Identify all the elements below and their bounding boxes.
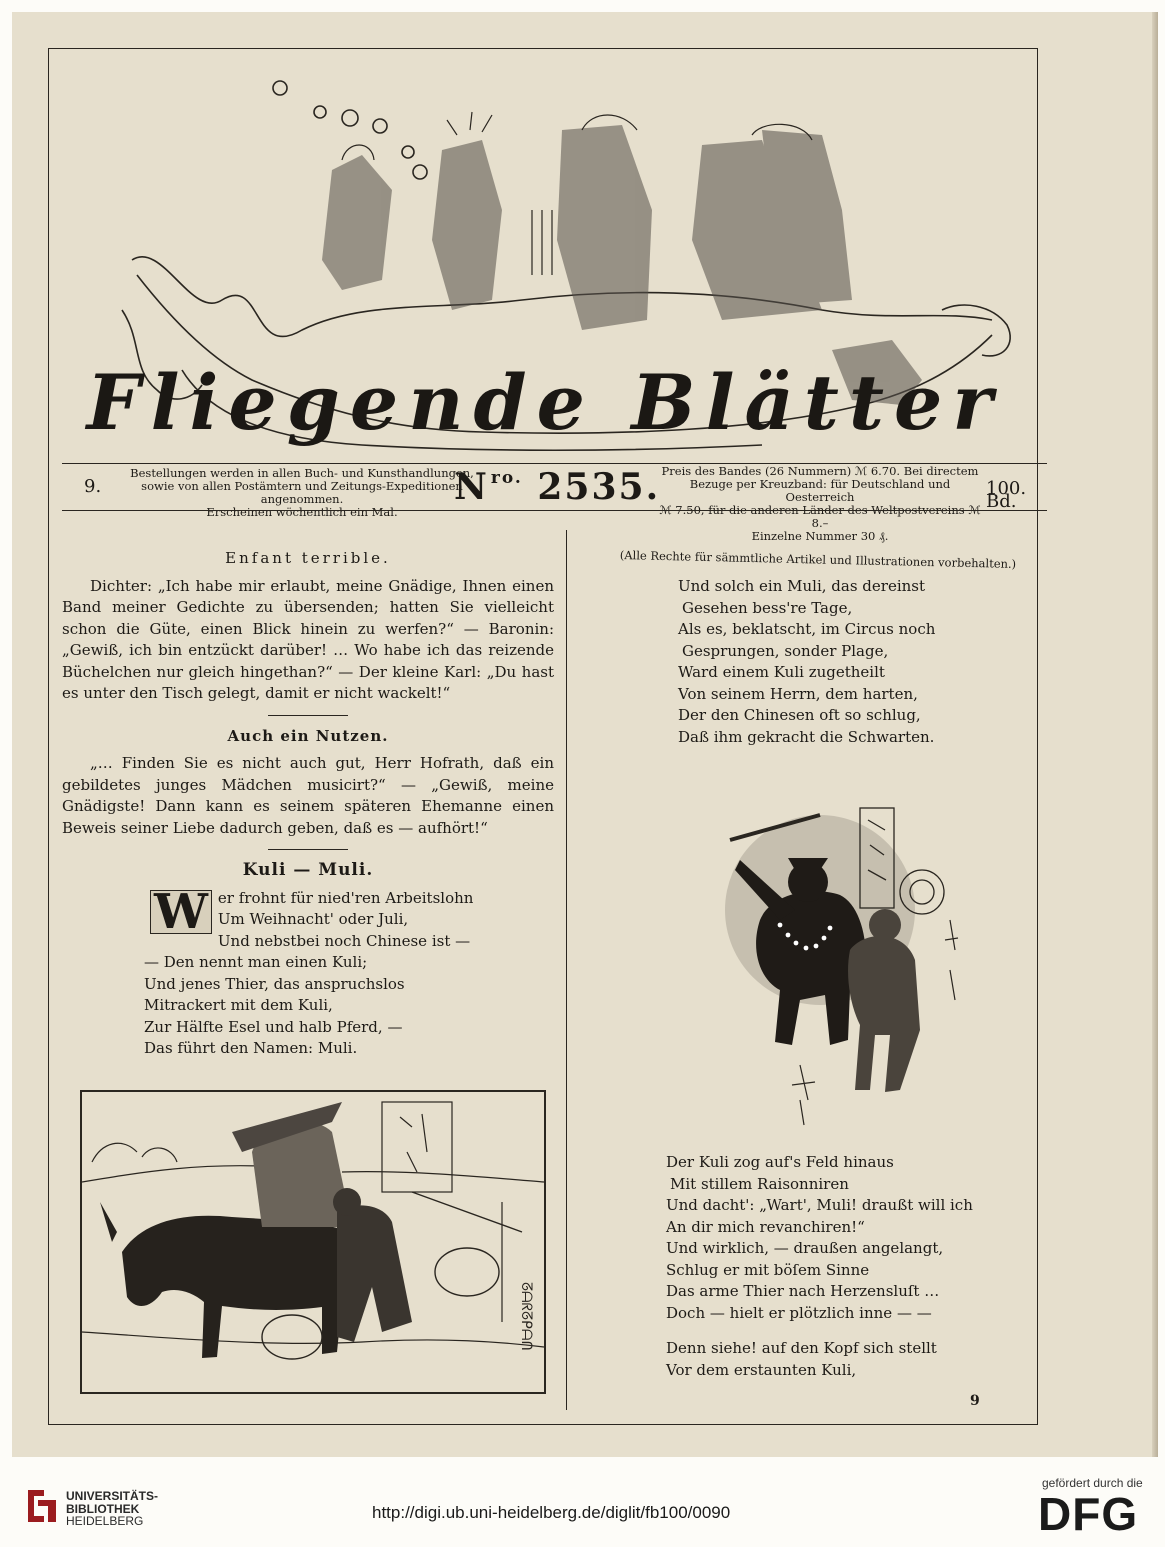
kuli-stanza-2 — [590, 576, 1060, 748]
poem-line: Gesprungen, sonder Plage, — [682, 641, 889, 660]
mule-illustration — [80, 1090, 546, 1394]
order-text: Bestellungen werden in allen Buch- und Kunsthandlungen, sowie von allen Postämtern und Zeitungs-Expeditionen angenommen. — [130, 466, 474, 506]
poem-line: Das arme Thier nach Herzensluſt … — [666, 1282, 940, 1300]
kuli-title: Kuli — Muli. — [242, 860, 374, 880]
enfant-title: Enfant terrible. — [225, 549, 391, 567]
issue-header — [62, 462, 1062, 543]
poem-line: Von seinem Herrn, dem harten, — [678, 684, 918, 703]
university-library-name — [66, 1490, 158, 1528]
column-divider — [566, 530, 567, 1410]
poem-line: Schlug er mit böſem Sinne — [666, 1260, 870, 1279]
poem-line: Mitrackert mit dem Kuli, — [144, 996, 333, 1014]
section-rule — [268, 849, 348, 850]
dfg-logo: DFG — [1038, 1488, 1139, 1540]
svg-text:ᘔᗩᖇᘔᑭᗩᑎ: ᘔᗩᖇᘔᑭᗩᑎ — [518, 1282, 534, 1351]
issue-number: 9. — [84, 476, 102, 497]
nutzen-title: Auch ein Nutzen. — [227, 726, 389, 745]
poem-line: Ward einem Kuli zugetheilt — [678, 663, 885, 681]
price-line-3: ℳ 7.50, für die anderen Länder des Weltpostvereins ℳ 8.– — [659, 503, 981, 530]
right-column-lower — [590, 1152, 1060, 1381]
kuli-stanza-3 — [590, 1152, 1060, 1324]
poem-line: Und solch ein Muli, das dereinst — [678, 577, 926, 595]
frequency-text: Erscheinen wöchentlich ein Mal. — [206, 505, 398, 519]
poem-line: Und wirklich, — draußen angelangt, — [666, 1239, 944, 1257]
poem-line: Denn siehe! auf den Kopf sich stellt — [666, 1339, 937, 1357]
poem-line: Doch — hielt er plötzlich inne — — — [666, 1303, 932, 1322]
page-spine-shadow — [1152, 12, 1158, 1457]
poem-line: An dir mich revanchiren!“ — [666, 1217, 865, 1236]
library-line-2: BIBLIOTHEK — [66, 1501, 140, 1516]
header-rule-bottom — [62, 510, 1047, 511]
mandarin-drawing — [700, 800, 970, 1130]
left-column — [62, 548, 554, 1060]
right-column — [590, 548, 1060, 748]
section-rule — [268, 715, 348, 716]
poem-line: — Den nennt man einen Kuli; — [144, 953, 368, 971]
poem-line: Um Weihnacht' oder Juli, — [217, 910, 409, 928]
library-line-1: UNIVERSITÄTS- — [66, 1489, 159, 1503]
poem-line: Zur Hälfte Esel und halb Pferd, — — [144, 1017, 403, 1036]
masthead — [62, 60, 1027, 465]
page-number: 9 — [970, 1393, 980, 1409]
kuli-stanza-4 — [590, 1338, 1060, 1381]
price-line-2: Bezuge per Kreuzband: für Deutschland und Oesterreich — [689, 477, 951, 504]
poem-line: Mit stillem Raisonniren — [670, 1174, 849, 1193]
price-line-4: Einzelne Nummer 30 ₰. — [751, 529, 889, 543]
permalink-url[interactable]: http://digi.ub.uni-heidelberg.de/diglit/fb100/0090 — [372, 1503, 731, 1522]
enfant-text: Dichter: „Ich habe mir erlaubt, meine Gnädige, Ihnen einen Band meiner Gedichte zu übersenden; hatten Sie vielleicht schon die Güte, einen Blick hinein zu werfen?“ — Baronin: „Gewiß, ich bin entzückt darüber! … Wo habe ich das reizende Büchelchen nur gleich hingethan?“ — Der kleine Karl: „Du hast es unter den Tisch gelegt, damit er nicht wackelt!“ — [62, 576, 554, 702]
funded-by-text: gefördert durch die — [1042, 1476, 1143, 1490]
numero-prefix: N — [454, 466, 489, 508]
kuli-stanza-1 — [62, 883, 554, 1060]
order-notice — [117, 467, 487, 519]
poem-line: Der Kuli zog auf's Feld hinaus — [666, 1153, 894, 1171]
price-line-1: Preis des Bandes (26 Nummern) ℳ 6.70. Bei directem — [661, 464, 979, 478]
library-line-3: HEIDELBERG — [66, 1514, 144, 1528]
poem-line: Daß ihm gekracht die Schwarten. — [678, 727, 935, 746]
dropcap: W — [150, 890, 212, 934]
price-notice — [655, 465, 985, 543]
poem-line: Der den Chinesen oft so schlug, — [678, 706, 921, 724]
volume-number: 100. Bd. — [986, 478, 1027, 512]
poem-line: Und dacht': „Wart', Muli! draußt will ich — [666, 1196, 973, 1214]
mule-drawing — [82, 1092, 544, 1392]
issue-numero — [454, 466, 661, 508]
nutzen-text: „… Finden Sie es nicht auch gut, Herr Hofrath, daß ein gebildetes junges Mädchen musicirt?“ — „Gewiß, meine Gnädigste! Dann kann es seinem späteren Ehemanne einen Beweis seiner Liebe dadurch geben, daß es — aufhört!“ — [62, 754, 554, 837]
rights-note: (Alle Rechte für sämmtliche Artikel und Illustrationen vorbehalten.) — [619, 548, 1017, 571]
university-library-logo-icon — [24, 1486, 60, 1526]
numero-suffix: ro. — [490, 468, 523, 488]
poem-line: Und jenes Thier, das anspruchslos — [144, 974, 405, 993]
poem-line: Und nebstbei noch Chinese ist — — [217, 931, 471, 950]
mandarin-illustration — [700, 800, 970, 1130]
poem-line: Als es, beklatscht, im Circus noch — [678, 620, 936, 638]
numero-value: 2535. — [537, 466, 661, 508]
masthead-title: Fliegende Blätter — [86, 358, 1003, 447]
footer — [0, 1460, 1165, 1547]
poem-line: er frohnt für nied'ren Arbeitslohn — [217, 888, 474, 907]
poem-line: Das führt den Namen: Muli. — [144, 1039, 358, 1057]
poem-line: Gesehen bess're Tage, — [682, 598, 853, 617]
poem-line: Vor dem erstaunten Kuli, — [666, 1360, 857, 1379]
